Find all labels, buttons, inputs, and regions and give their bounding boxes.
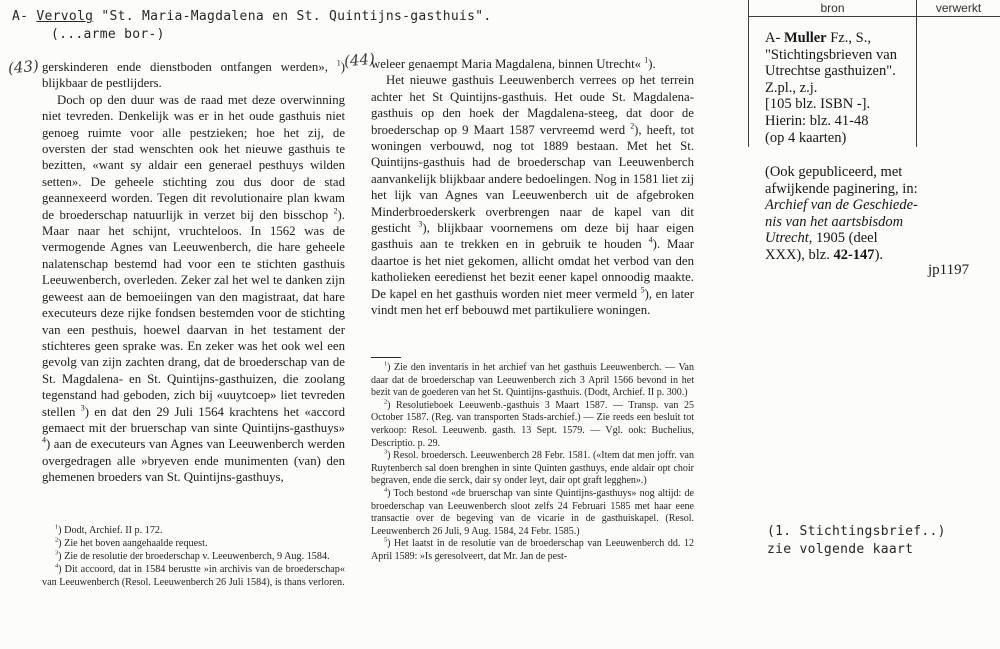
middle-column <box>371 56 694 319</box>
footnote-4: $^4$) Toch bestond «de bruerschap van sinte Quintijns-gasthuys» nog altijd: de broederschap van Leeuwenberch sloot zelfs 24 Februari 1585 met haar eene transactie over de begeving van de vicarie in de gasthuiskapel. (Resol. Leeuwenberch 26 Juli, 9 Aug. 1584, 24 Febr. 1585.) <box>371 486 694 537</box>
note-line: afwijkende paginering, in: <box>765 180 918 197</box>
page-number-43: (43) <box>7 56 40 78</box>
publication-note <box>765 164 950 264</box>
footnote-2: $^2$) Resolutieboek Leeuwenb.-gasthuis 3 Maart 1587. — Transp. van 25 October 1587. (Reg. van transporten Stads-archief.) — Zie reeds een besluit tot verkoop: Resol. Leeuwenb. gasth. 13 Sept. 1579. — Vgl. ook: Buchelius, Descriptio. p. 29. <box>371 398 694 449</box>
left-column <box>42 59 345 486</box>
card-stamp: jp1197 <box>928 262 970 278</box>
middle-paragraph-2: Het nieuwe gasthuis Leeuwenberch verrees op het terrein achter het St Quintijns-gasthuis. Het oude St. Magdalena-gasthuis op den hoek der Magdalena-steeg, dat door de broederschap op 9 Maart 1587 vervreemd werd $^2$), heeft, tot woningen verbouwd, nog tot 1889 bestaan. Met het St. Quintijns-gasthuis had de broederschap van Leeuwenberch aanvankelijk blijkbaar andere bedoelingen. Nog in 1581 liet zij het lijk van Agnes van Leeuwenberch uit de afgebroken Minderbroederskerk overbrengen naar de kapel van dit gesticht $^3$), blijkbaar voornemens om deze bij haar eigen gasthuis aan te trekken en in gebruik te houden $^4$). Maar daartoe is het niet gekomen, allicht omdat het verbod van den katholieken eeredienst het bezit eener kapel onnoodig maakte. De kapel en het gasthuis worden niet meer vermeld $^5$), en later vindt men het erf bebouwd met partikuliere woningen. <box>371 73 695 318</box>
card-border-left <box>748 0 749 147</box>
footnote-1: $^1$) Dodt, Archief. II p. 172. <box>55 523 163 536</box>
bron-column-header: bron <box>820 1 845 15</box>
card-header-rule <box>748 16 1000 17</box>
header-title: A- Vervolg "St. Maria-Magdalena en St. Quintijns-gasthuis". <box>12 9 492 24</box>
page-number-44: (44) <box>343 49 376 71</box>
footnote-1: $^1$) Zie den inventaris in het archief van het gasthuis Leeuwenberch. — Van daar dat de broederschap van Leeuwenberch zich 3 April 1566 bevond in het bezit van de goederen van het St. Quintijns-gasthuis. (Dodt, Archief. II p. 300.) <box>371 360 694 399</box>
note-line: Utrecht, 1905 (deel <box>765 230 878 247</box>
citation-line: Utrechtse gasthuizen". <box>765 63 896 80</box>
note-line: nis van het aartsbisdom <box>765 213 904 230</box>
verwerkt-column-header: verwerkt <box>935 1 982 15</box>
annotation-line-1: (1. Stichtingsbrief..) <box>767 524 946 539</box>
note-line: (Ook gepubliceerd, met <box>765 164 903 180</box>
footnote-3: $^3$) Resol. broedersch. Leeuwenberch 28 Febr. 1581. («Item dat men joffr. van Ruytenberch sal doen brenghen in sinte Quinten gasthuys, ende aldair opt choir begraven, ende die serck, dair sy onder leyt, dair opt graft legghen».) <box>371 448 694 487</box>
card-annotation <box>767 523 946 559</box>
citation-line: "Stichtingsbrieven van <box>765 46 897 63</box>
footnote-5: $^5$) Het laatst in de resolutie van de broederschap van Leeuwenberch dd. 12 April 1589: »Is geresolveert, dat Mr. Jan de pest- <box>371 536 694 562</box>
middle-footnotes <box>371 362 694 564</box>
note-line: Archief van de Geschiede- <box>765 197 918 214</box>
citation-line: A- Muller Fz., S., <box>765 30 871 46</box>
footnote-separator <box>371 357 401 358</box>
note-line: XXX), blz. 42-147). <box>765 246 884 263</box>
footnote-3: $^3$) Zie de resolutie der broederschap v. Leeuwenberch, 9 Aug. 1584. <box>55 549 330 562</box>
left-footnotes <box>42 524 345 589</box>
left-paragraph-1: gerskinderen ende dienstboden ontfangen werden», $^1$) blijkbaar de pestlijders. <box>42 58 345 91</box>
citation-line: Z.pl., z.j. <box>765 79 818 96</box>
page-header <box>12 8 492 44</box>
citation-line: [105 blz. ISBN -]. <box>765 96 871 113</box>
footnote-4: $^4$) Dit accoord, dat in 1584 berustte »in archivis van de broederschap« van Leeuwenberch (Resol. Leeuwenberch 26 Juli 1584), is thans verloren. <box>42 562 345 588</box>
citation-line: Hierin: blz. 41-48 <box>765 112 869 129</box>
left-paragraph-2: Doch op den duur was de raad met deze overwinning niet tevreden. Denkelijk was er in het oude gasthuis niet genoeg ruimte voor alle pestzieken; hoe het zij, de oversten der stad wenschten ook het nieuwe gasthuis te bezitten, «want sy aldair een generael pesthuys wilden setten». De geheele stichting zou dus door de stad geannexeerd worden. Tegen dit revolutionaire plan kwam de broederschap natuurlijk in verzet bij den bisschop $^2$). Maar naar het schijnt, vruchteloos. In 1562 was de vermogende Agnes van Leeuwenberch, die hare geheele nalatenschap bestemd had voor een te stichten gasthuis Leeuwenberch, overleden. Zeker zal het wel te danken zijn geweest aan de bemoeiingen van den magistraat, dat hare executeurs deze rijke fondsen bestemden voor de stichting van een pesthuis, hoewel daarvan in het testament der stichteres geen sprake was. En zeker was het ook wel een gevolg van zijn zachten drang, dat de broederschap van de St. Magdalena- en St. Quintijns-gasthuizen, die zoolang tegenstand had geboden, zich bij «uuytcoep» liet tevreden stellen $^3$) en dat den 29 Juli 1564 krachtens het «accord gemaect mit der bruerschap van sinte Quintijns-gasthuys» $^4$) aan de executeurs van Agnes van Leeuwenberch werden overgedragen alle »bryeven ende munimenten (van) den ghemenen broeders van St. Quintijns-gasthuys, <box>42 92 345 485</box>
footnote-2: $^2$) Zie het boven aangehaalde request. <box>55 536 208 549</box>
middle-paragraph-1: weleer genaempt Maria Magdalena, binnen Utrecht« $^1$). <box>371 55 656 71</box>
annotation-line-2: zie volgende kaart <box>767 542 914 557</box>
header-subtitle: (...arme bor-) <box>51 27 165 42</box>
source-citation <box>765 30 940 146</box>
citation-line: (op 4 kaarten) <box>765 129 847 146</box>
